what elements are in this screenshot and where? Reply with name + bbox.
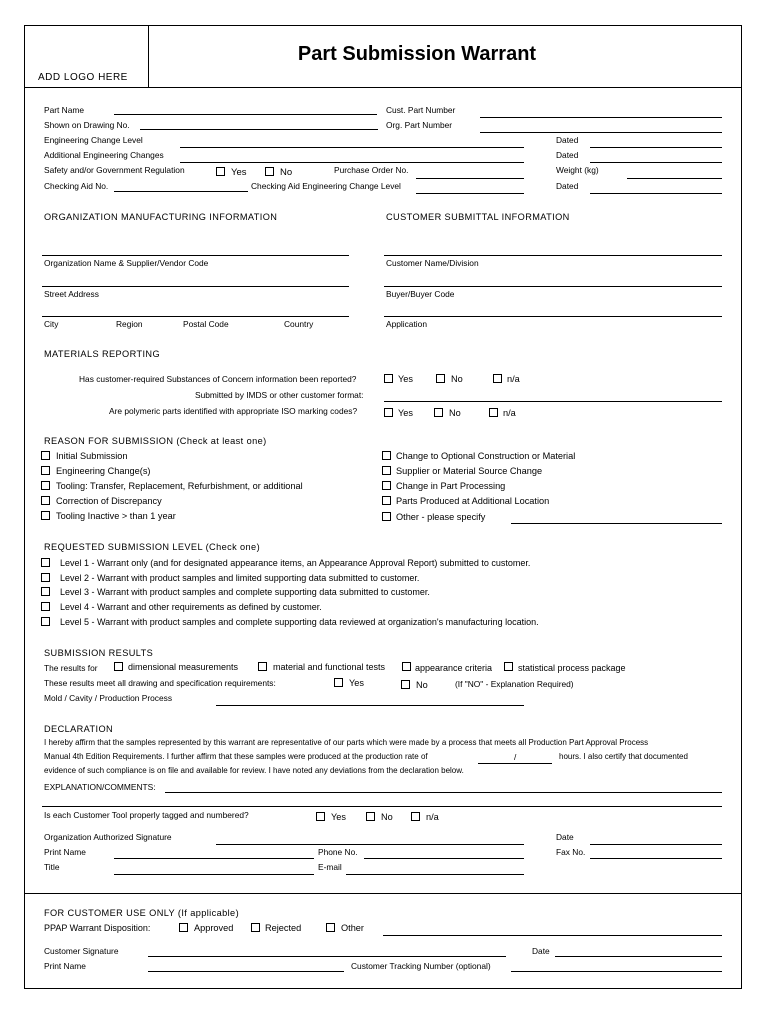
- level-3-checkbox[interactable]: [41, 587, 50, 596]
- cust-part-number-label: Cust. Part Number: [386, 105, 456, 115]
- application-label: Application: [386, 319, 427, 329]
- street-field[interactable]: [42, 286, 349, 287]
- checking-aid-ecl-label: Checking Aid Engineering Change Level: [251, 181, 401, 191]
- tracking-field[interactable]: [511, 971, 722, 972]
- soc-question: Has customer-required Substances of Concern information been reported?: [79, 374, 357, 384]
- logo-placeholder: ADD LOGO HERE: [38, 72, 128, 83]
- reason-initial-label: Initial Submission: [56, 451, 128, 461]
- rejected-checkbox[interactable]: [251, 923, 260, 932]
- cust-part-number-field[interactable]: [480, 117, 722, 118]
- dimensional-label: dimensional measurements: [128, 662, 239, 672]
- shown-on-drawing-field[interactable]: [140, 129, 378, 130]
- iso-na-checkbox[interactable]: [489, 408, 498, 417]
- shown-on-drawing-label: Shown on Drawing No.: [44, 120, 130, 130]
- soc-na-label: n/a: [507, 374, 520, 384]
- fax-label: Fax No.: [556, 847, 586, 857]
- customer-use-heading: FOR CUSTOMER USE ONLY (If applicable): [44, 908, 240, 918]
- results-heading: SUBMISSION RESULTS: [44, 648, 154, 658]
- imds-field[interactable]: [384, 401, 722, 402]
- meet-no-checkbox[interactable]: [401, 680, 410, 689]
- org-info-heading: ORGANIZATION MANUFACTURING INFORMATION: [44, 212, 278, 222]
- soc-no-label: No: [451, 374, 463, 384]
- reason-location-checkbox[interactable]: [382, 496, 391, 505]
- auth-signature-label: Organization Authorized Signature: [44, 832, 172, 842]
- reason-eng-change-label: Engineering Change(s): [56, 466, 151, 476]
- meet-yes-checkbox[interactable]: [334, 678, 343, 687]
- tool-yes-label: Yes: [331, 812, 346, 822]
- approved-label: Approved: [194, 923, 234, 933]
- reason-inactive-label: Tooling Inactive > than 1 year: [56, 511, 176, 521]
- iso-no-checkbox[interactable]: [434, 408, 443, 417]
- safety-divider-line: [250, 162, 264, 163]
- buyer-label: Buyer/Buyer Code: [386, 289, 455, 299]
- spc-label: statistical process package: [518, 663, 626, 673]
- level-heading: REQUESTED SUBMISSION LEVEL (Check one): [44, 542, 261, 552]
- iso-na-label: n/a: [503, 408, 516, 418]
- part-name-label: Part Name: [44, 105, 85, 115]
- org-name-field[interactable]: [42, 255, 349, 256]
- declaration-line-1: I hereby affirm that the samples represented by this warrant are representative of our parts which were made by a process that meets all Production Part Approval Process: [44, 738, 649, 747]
- explanation-label: EXPLANATION/COMMENTS:: [44, 782, 156, 792]
- soc-no-checkbox[interactable]: [436, 374, 445, 383]
- reason-other-field[interactable]: [511, 523, 722, 524]
- dated-field-2[interactable]: [590, 162, 722, 163]
- soc-yes-label: Yes: [398, 374, 413, 384]
- reason-other-label: Other - please specify: [396, 512, 486, 522]
- reason-processing-label: Change in Part Processing: [396, 481, 506, 491]
- purchase-order-field[interactable]: [416, 178, 524, 179]
- email-field[interactable]: [346, 874, 524, 875]
- org-name-label: Organization Name & Supplier/Vendor Code: [44, 258, 209, 268]
- level-3-label: Level 3 - Warrant with product samples and complete supporting data submitted to customer.: [60, 587, 430, 597]
- tool-na-label: n/a: [426, 812, 439, 822]
- iso-no-label: No: [449, 408, 461, 418]
- results-for-label: The results for: [44, 663, 98, 673]
- soc-yes-checkbox[interactable]: [384, 374, 393, 383]
- mold-cavity-label: Mold / Cavity / Production Process: [44, 693, 173, 703]
- customer-signature-label: Customer Signature: [44, 946, 119, 956]
- dated-label-2: Dated: [556, 150, 579, 160]
- eng-change-level-label: Engineering Change Level: [44, 135, 143, 145]
- country-label: Country: [284, 319, 314, 329]
- customer-date-field[interactable]: [555, 956, 722, 957]
- declaration-line-3: evidence of such compliance is on file and available for review. I have noted any deviations from the declaration below.: [44, 766, 464, 775]
- customer-date-label: Date: [532, 946, 550, 956]
- dated-field-3[interactable]: [590, 193, 722, 194]
- approved-checkbox[interactable]: [179, 923, 188, 932]
- level-5-checkbox[interactable]: [41, 617, 50, 626]
- phone-field[interactable]: [364, 858, 524, 859]
- disposition-label: PPAP Warrant Disposition:: [44, 923, 151, 933]
- reason-location-label: Parts Produced at Additional Location: [396, 496, 550, 506]
- dated-field-1[interactable]: [590, 147, 722, 148]
- appearance-checkbox[interactable]: [402, 662, 411, 671]
- reason-correction-checkbox[interactable]: [41, 496, 50, 505]
- reason-supplier-label: Supplier or Material Source Change: [396, 466, 543, 476]
- reason-tooling-checkbox[interactable]: [41, 481, 50, 490]
- city-region-field[interactable]: [42, 316, 349, 317]
- material-functional-label: material and functional tests: [273, 662, 386, 672]
- auth-signature-field[interactable]: [216, 844, 524, 845]
- signature-date-label: Date: [556, 832, 574, 842]
- print-name-label: Print Name: [44, 847, 86, 857]
- fax-field[interactable]: [590, 858, 722, 859]
- meet-yes-label: Yes: [349, 678, 364, 688]
- org-part-number-field[interactable]: [480, 132, 722, 133]
- reason-heading: REASON FOR SUBMISSION (Check at least one): [44, 436, 267, 446]
- level-2-label: Level 2 - Warrant with product samples and limited supporting data submitted to customer.: [60, 573, 420, 583]
- other-disposition-field[interactable]: [383, 935, 722, 936]
- customer-print-name-label: Print Name: [44, 961, 86, 971]
- imds-label: Submitted by IMDS or other customer format:: [195, 390, 364, 400]
- tool-question: Is each Customer Tool properly tagged and numbered?: [44, 810, 249, 820]
- safety-no-checkbox[interactable]: [265, 167, 274, 176]
- weight-label: Weight (kg): [556, 165, 599, 175]
- print-name-field[interactable]: [114, 858, 314, 859]
- level-5-label: Level 5 - Warrant with product samples and complete supporting data reviewed at organization's manufacturing location.: [60, 617, 539, 627]
- customer-print-name-field[interactable]: [148, 971, 344, 972]
- reason-supplier-checkbox[interactable]: [382, 466, 391, 475]
- checking-aid-ecl-field[interactable]: [416, 193, 524, 194]
- reason-correction-label: Correction of Discrepancy: [56, 496, 162, 506]
- level-1-label: Level 1 - Warrant only (and for designated appearance items, an Appearance Approval Report) submitted to customer.: [60, 558, 531, 568]
- tool-yes-checkbox[interactable]: [316, 812, 325, 821]
- soc-na-checkbox[interactable]: [493, 374, 502, 383]
- level-4-checkbox[interactable]: [41, 602, 50, 611]
- org-part-number-label: Org. Part Number: [386, 120, 453, 130]
- level-1-checkbox[interactable]: [41, 558, 50, 567]
- checking-aid-field[interactable]: [114, 191, 248, 192]
- title-label: Title: [44, 862, 60, 872]
- level-4-label: Level 4 - Warrant and other requirements as defined by customer.: [60, 602, 322, 612]
- title-field[interactable]: [114, 874, 314, 875]
- reason-other-checkbox[interactable]: [382, 512, 391, 521]
- phone-label: Phone No.: [318, 847, 358, 857]
- safety-reg-label: Safety and/or Government Regulation: [44, 165, 185, 175]
- meet-no-label: No: [416, 680, 428, 690]
- explanation-field-1[interactable]: [165, 792, 722, 793]
- appearance-label: appearance criteria: [415, 663, 493, 673]
- other-label: Other: [341, 923, 364, 933]
- dated-label-3: Dated: [556, 181, 579, 191]
- mold-cavity-field[interactable]: [216, 705, 524, 706]
- header-divider: [25, 87, 741, 88]
- customer-section-divider: [25, 893, 741, 894]
- tracking-label: Customer Tracking Number (optional): [351, 961, 491, 971]
- production-rate-slash: /: [514, 752, 517, 762]
- safety-no-label: No: [280, 167, 293, 178]
- materials-heading: MATERIALS REPORTING: [44, 349, 160, 359]
- explanation-field-2[interactable]: [42, 806, 722, 807]
- cust-name-field[interactable]: [384, 255, 722, 256]
- customer-signature-field[interactable]: [148, 956, 506, 957]
- production-rate-field[interactable]: [478, 763, 552, 764]
- tool-no-checkbox[interactable]: [366, 812, 375, 821]
- safety-yes-checkbox[interactable]: [216, 167, 225, 176]
- street-label: Street Address: [44, 289, 99, 299]
- meet-requirements-label: These results meet all drawing and specification requirements:: [44, 678, 276, 688]
- level-2-checkbox[interactable]: [41, 573, 50, 582]
- reason-initial-checkbox[interactable]: [41, 451, 50, 460]
- dimensional-checkbox[interactable]: [114, 662, 123, 671]
- region-label: Region: [116, 319, 143, 329]
- safety-yes-label: Yes: [231, 167, 247, 178]
- other-checkbox[interactable]: [326, 923, 335, 932]
- declaration-heading: DECLARATION: [44, 724, 114, 734]
- tool-no-label: No: [381, 812, 393, 822]
- rejected-label: Rejected: [265, 923, 302, 933]
- additional-eng-changes-field[interactable]: [180, 162, 524, 163]
- page-title: Part Submission Warrant: [297, 43, 537, 65]
- explanation-required-note: (If "NO" - Explanation Required): [455, 679, 574, 689]
- additional-eng-changes-label: Additional Engineering Changes: [44, 150, 164, 160]
- iso-yes-checkbox[interactable]: [384, 408, 393, 417]
- iso-question: Are polymeric parts identified with appropriate ISO marking codes?: [109, 406, 358, 416]
- buyer-field[interactable]: [384, 286, 722, 287]
- city-label: City: [44, 319, 59, 329]
- eng-change-level-field[interactable]: [180, 147, 524, 148]
- part-name-field[interactable]: [114, 114, 377, 115]
- application-field[interactable]: [384, 316, 722, 317]
- postal-label: Postal Code: [183, 319, 229, 329]
- material-functional-checkbox[interactable]: [258, 662, 267, 671]
- declaration-hours: hours. I also certify that documented: [559, 752, 688, 761]
- reason-optional-label: Change to Optional Construction or Material: [396, 451, 576, 461]
- cust-name-label: Customer Name/Division: [386, 258, 479, 268]
- weight-field[interactable]: [627, 178, 722, 179]
- cust-info-heading: CUSTOMER SUBMITTAL INFORMATION: [386, 212, 570, 222]
- email-label: E-mail: [318, 862, 342, 872]
- declaration-line-2: Manual 4th Edition Requirements. I further affirm that these samples were produced at the production rate of: [44, 752, 428, 761]
- checking-aid-label: Checking Aid No.: [44, 181, 109, 191]
- reason-processing-checkbox[interactable]: [382, 481, 391, 490]
- tool-na-checkbox[interactable]: [411, 812, 420, 821]
- dated-label-1: Dated: [556, 135, 579, 145]
- iso-yes-label: Yes: [398, 408, 413, 418]
- purchase-order-label: Purchase Order No.: [334, 165, 409, 175]
- reason-inactive-checkbox[interactable]: [41, 511, 50, 520]
- reason-tooling-label: Tooling: Transfer, Replacement, Refurbishment, or additional: [56, 481, 303, 491]
- spc-checkbox[interactable]: [504, 662, 513, 671]
- reason-optional-checkbox[interactable]: [382, 451, 391, 460]
- signature-date-field[interactable]: [590, 844, 722, 845]
- reason-eng-change-checkbox[interactable]: [41, 466, 50, 475]
